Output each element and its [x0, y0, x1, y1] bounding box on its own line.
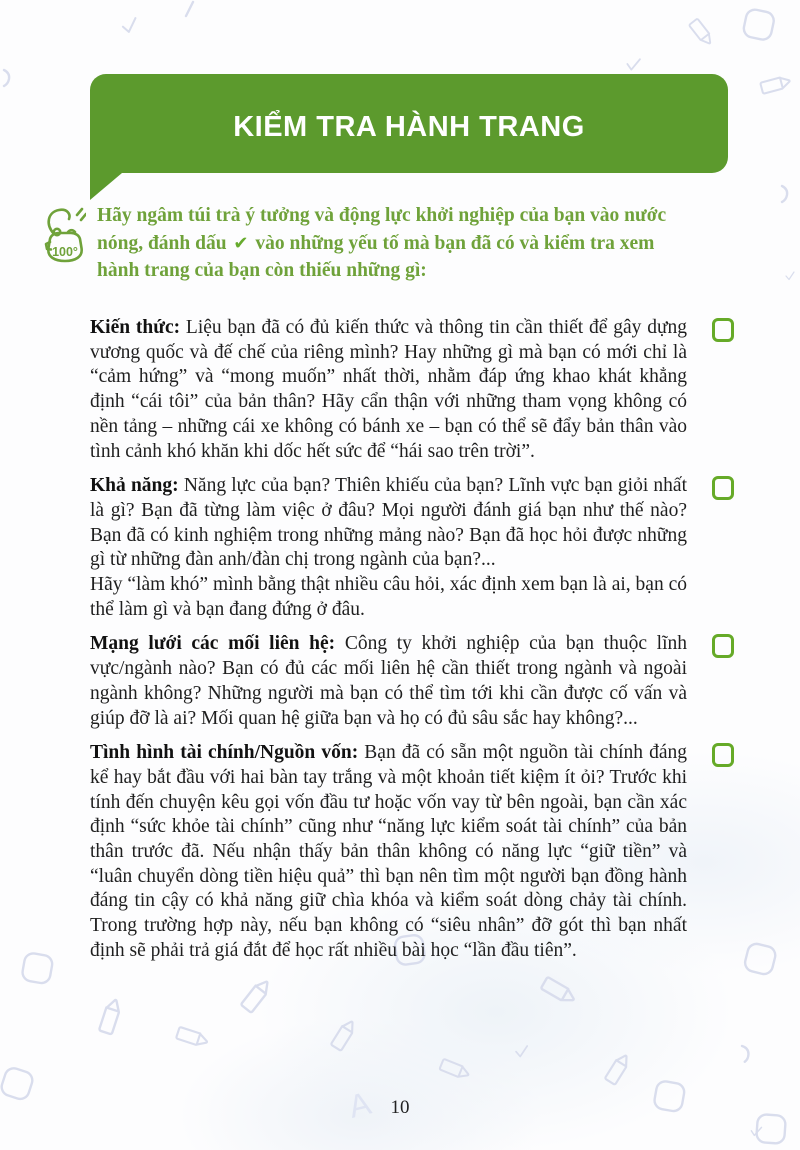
- page-title: KIỂM TRA HÀNH TRANG: [233, 111, 585, 143]
- checkbox-kha-nang[interactable]: [712, 476, 734, 500]
- checkbox-mang-luoi[interactable]: [712, 634, 734, 658]
- checklist-label: Mạng lưới các mối liên hệ:: [90, 633, 336, 655]
- checklist-text: Công ty khởi nghiệp của bạn thuộc lĩnh vực/ngành nào? Bạn có đủ các mối liên hệ cần thiết trong ngành và ngoài ngành không? Những người mà bạn có thể tìm tới khi cần được cố vấn và giúp đỡ là ai? Mối quan hệ giữa bạn và họ có đủ sâu sắc hay không?...: [90, 633, 687, 729]
- kettle-100-icon: [44, 206, 86, 272]
- checklist-paragraph: [90, 741, 687, 963]
- checklist-item-kien-thuc: [90, 316, 740, 464]
- checklist: [90, 316, 740, 974]
- checklist-item-kha-nang: [90, 474, 740, 622]
- kettle-temperature-label: 100°: [52, 245, 78, 259]
- checkbox-tai-chinh[interactable]: [712, 743, 734, 767]
- checklist-text: Bạn đã có sẵn một nguồn tài chính đáng kể hay bắt đầu với hai bàn tay trắng và một khoản tiết kiệm ít ỏi? Trước khi tính đến chuyện kêu gọi vốn đầu tư hoặc vốn vay từ bên ngoài, bạn cần xác định “sức khỏe tài chính” cũng như “năng lực kiểm soát tài chính” của bản thân trước đã. Nếu nhận thấy bản thân không có năng lực “giữ tiền” và “luân chuyển dòng tiền hiệu quả” thì bạn nên tìm một người bạn đồng hành đáng tin cậy có khả năng giữ chìa khóa và kiểm soát dòng chảy tài chính. Trong trường hợp này, nếu bạn không có “siêu nhân” đỡ gót thì bạn nhất định sẽ phải trả giá đắt để học rất nhiều bài học “lần đầu tiên”.: [90, 742, 687, 961]
- checkmark-icon: ✔: [233, 232, 249, 254]
- checklist-item-tai-chinh: [90, 741, 740, 963]
- checklist-item-mang-luoi: [90, 632, 740, 731]
- checklist-paragraph: [90, 316, 687, 464]
- checklist-text-secondary: Hãy “làm khó” mình bằng thật nhiều câu hỏi, xác định xem bạn là ai, bạn có thể làm gì và bạn đang đứng ở đâu.: [90, 574, 687, 620]
- checkbox-kien-thuc[interactable]: [712, 318, 734, 342]
- checklist-label: Kiến thức:: [90, 317, 181, 338]
- intro-note: [97, 202, 691, 285]
- checklist-paragraph: [90, 474, 687, 573]
- checklist-label: Tình hình tài chính/Nguồn vốn:: [90, 742, 359, 764]
- intro-text-after: vào những yếu tố mà bạn đã có và kiểm tra xem hành trang của bạn còn thiếu những gì:: [97, 232, 655, 281]
- checklist-label: Khả năng:: [90, 475, 179, 497]
- watermark-letter: A: [344, 1084, 375, 1125]
- checklist-text: Liệu bạn đã có đủ kiến thức và thông tin cần thiết để gây dựng vương quốc và đế chế của riêng mình? Hay những gì mà bạn có mới chỉ là “cảm hứng” và “mong muốn” nhất thời, nhằm đáp ứng khao khát khẳng định “cái tôi” của bản thân? Hãy cẩn thận với những tham vọng không có nền tảng – những cái xe không có bánh xe – bạn có thể sẽ đẩy bản thân vào tình cảnh khó khăn khi dốc hết sức để “hái sao trên trời”.: [90, 317, 688, 462]
- page-number: 10: [390, 1097, 410, 1118]
- checklist-text: Năng lực của bạn? Thiên khiếu của bạn? Lĩnh vực bạn giỏi nhất là gì? Bạn đã từng làm việc ở đâu? Mọi người đánh giá bạn như thế nào? Bạn đã có kinh nghiệm trong những mảng nào? Bạn đã học hỏi được những gì từ những đàn anh/đàn chị trong ngành của bạn?...: [90, 475, 687, 571]
- checklist-paragraph: [90, 632, 687, 731]
- chapter-banner: [90, 74, 728, 173]
- intro-text-before: Hãy ngâm túi trà ý tưởng và động lực khởi nghiệp của bạn vào nước nóng, đánh dấu: [97, 205, 667, 254]
